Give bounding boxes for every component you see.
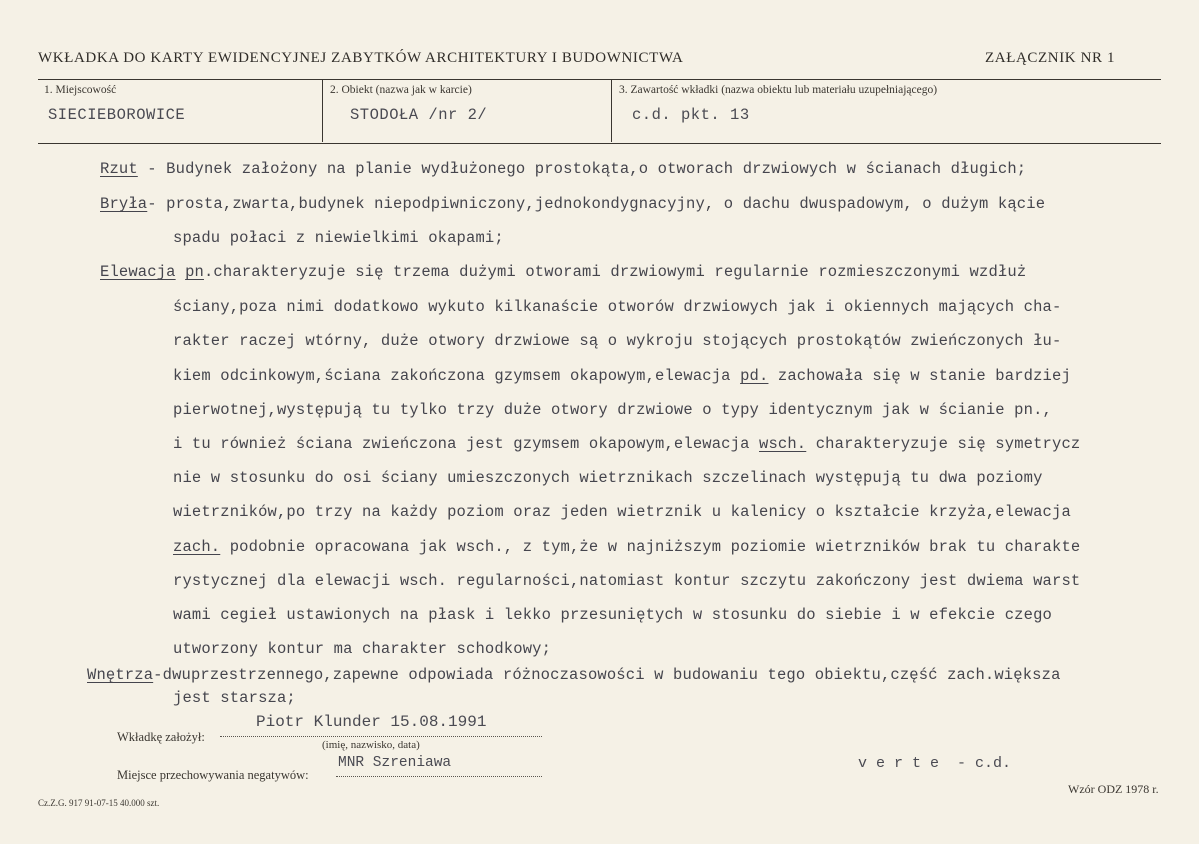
section-label-wnetrza: Wnętrza bbox=[87, 666, 154, 684]
body-line: Bryła- prosta,zwarta,budynek niepodpiwniczony,jednokondygnacyjny, o dachu dwuspadowym, o dużym kącie bbox=[100, 195, 1046, 213]
storage-label: Miejsce przechowywania negatywów: bbox=[117, 768, 309, 782]
body-line: nie w stosunku do osi ściany umieszczonych wietrznikach szczelinach występują tu dwa poziomy bbox=[173, 469, 1043, 487]
body-line: wami cegieł ustawionych na płask i lekko przesuniętych w stosunku do siebie i w efekcie czego bbox=[173, 606, 1052, 624]
founder-label: Wkładkę założył: bbox=[117, 730, 205, 744]
field-2-value: STODOŁA /nr 2/ bbox=[350, 106, 488, 124]
attachment-number: ZAŁĄCZNIK NR 1 bbox=[985, 50, 1116, 66]
founder-dotted-line bbox=[220, 736, 542, 737]
body-line: spadu połaci z niewielkimi okapami; bbox=[173, 229, 504, 247]
storage-value: MNR Szreniawa bbox=[338, 755, 452, 771]
body-line: pierwotnej,występują tu tylko trzy duże otwory drzwiowe o typy identycznym jak w ścianie pn., bbox=[173, 401, 1052, 419]
field-1-label: 1. Miejscowość bbox=[44, 84, 117, 96]
field-divider bbox=[322, 79, 323, 142]
body-line: kiem odcinkowym,ściana zakończona gzymsem okapowym,elewacja pd. zachowała się w stanie bardziej bbox=[173, 367, 1071, 385]
body-line: rystycznej dla elewacji wsch. regularności,natomiast kontur szczytu zakończony jest dwiema warst bbox=[173, 572, 1081, 590]
section-label-rzut: Rzut bbox=[100, 160, 138, 178]
print-info: Cz.Z.G. 917 91-07-15 40.000 szt. bbox=[38, 798, 160, 808]
body-line: zach. podobnie opracowana jak wsch., z tym,że w najniższym poziomie wietrzników brak tu charakte bbox=[173, 538, 1081, 556]
verte-note: v e r t e - c.d. bbox=[858, 755, 1012, 772]
section-label-bryla: Bryła bbox=[100, 195, 148, 213]
body-line: wietrzników,po trzy na każdy poziom oraz jeden wietrznik u kalenicy o kształcie krzyża,elewacja bbox=[173, 503, 1071, 521]
body-line: rakter raczej wtórny, duże otwory drzwiowe są o wykroju stojących prostokątów zwieńczonych łu- bbox=[173, 332, 1062, 350]
body-line: Elewacja pn.charakteryzuje się trzema dużymi otworami drzwiowymi regularnie rozmieszczonymi wzdłuż bbox=[100, 263, 1027, 281]
body-line: Wnętrza-dwuprzestrzennego,zapewne odpowiada różnoczasowości w budowaniu tego obiektu,część zach.większa bbox=[87, 666, 1061, 684]
form-title: WKŁADKA DO KARTY EWIDENCYJNEJ ZABYTKÓW ARCHITEKTURY I BUDOWNICTWA bbox=[38, 50, 684, 66]
section-label-elewacja: Elewacja bbox=[100, 263, 176, 281]
founder-caption: (imię, nazwisko, data) bbox=[322, 739, 420, 751]
founder-value: Piotr Klunder 15.08.1991 bbox=[256, 713, 487, 731]
storage-dotted-line bbox=[336, 776, 542, 777]
field-3-label: 3. Zawartość wkładki (nazwa obiektu lub materiału uzupełniającego) bbox=[619, 84, 938, 96]
body-line: utworzony kontur ma charakter schodkowy; bbox=[173, 640, 552, 658]
form-model: Wzór ODZ 1978 r. bbox=[1068, 782, 1159, 796]
field-1-value: SIECIEBOROWICE bbox=[48, 106, 186, 124]
field-3-value: c.d. pkt. 13 bbox=[632, 106, 750, 124]
body-line: jest starsza; bbox=[173, 689, 296, 707]
field-divider bbox=[611, 79, 612, 142]
field-2-label: 2. Obiekt (nazwa jak w karcie) bbox=[330, 84, 472, 96]
fields-frame bbox=[38, 79, 1161, 144]
body-line: ściany,poza nimi dodatkowo wykuto kilkanaście otworów drzwiowych jak i okiennych mających cha- bbox=[173, 298, 1062, 316]
body-line: Rzut - Budynek założony na planie wydłużonego prostokąta,o otworach drzwiowych w ścianach długich; bbox=[100, 160, 1027, 178]
body-line: i tu również ściana zwieńczona jest gzymsem okapowym,elewacja wsch. charakteryzuje się symetrycz bbox=[173, 435, 1081, 453]
